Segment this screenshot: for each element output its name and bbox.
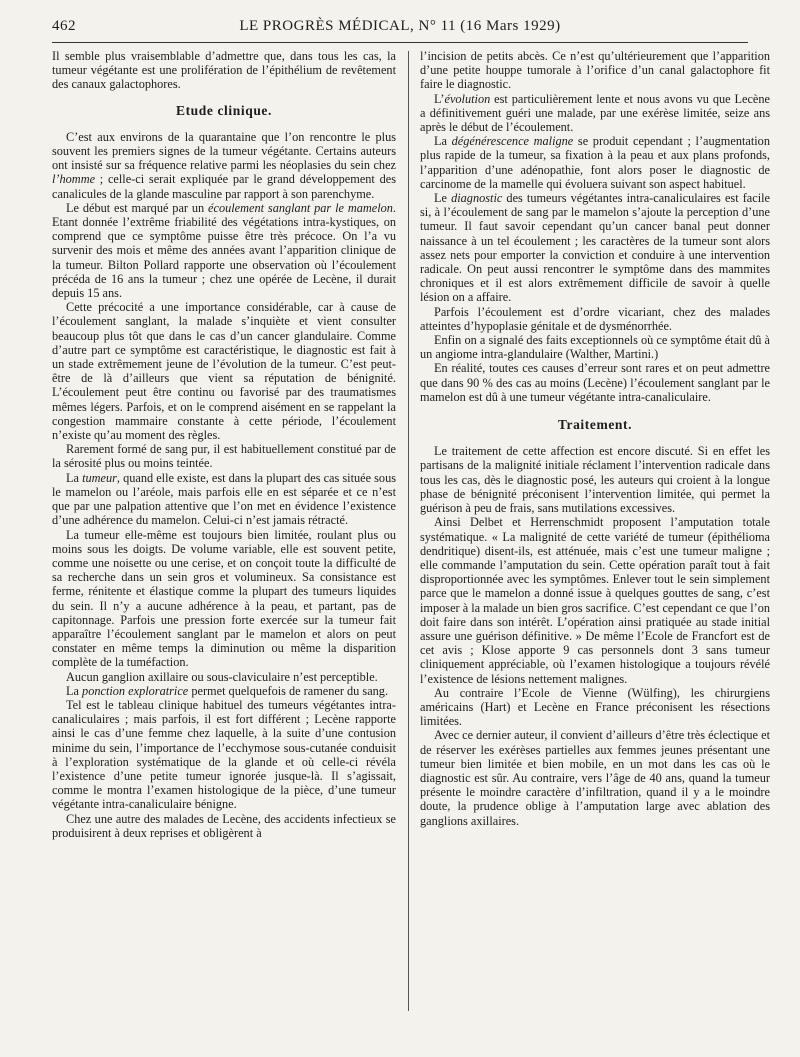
paragraph: Il semble plus vraisemblable d’admettre que, dans tous les cas, la tumeur végétante est une prolifération de l’épithélium de revêtement des canaux galactophores. (52, 49, 396, 92)
paragraph: La tumeur elle-même est toujours bien limitée, roulant plus ou moins sous les doigts. De volume variable, elle est souvent petite, comme une noisette ou une cerise, et on conçoit toute la difficulté de sa recherche dans un sein gros et volumineux. Sa consistance est ferme, rénitente et élastique comme la plupart des tumeurs liquides du sein. Il n’y a aucune adhérence à la peau, et partant, pas de capitonnage. Parfois une pression forte exercée sur la tumeur fait apparaître l’écoulement sanglant par le mamelon et alors on peut constater en même temps la diminution ou même la disparition complète de la tuméfaction. (52, 527, 396, 670)
section-heading-clinique: Etude clinique. (175, 102, 273, 118)
paragraph: Le traitement de cette affection est encore discuté. Si en effet les partisans de la malignité initiale réclament l’intervention radicale dans tous les cas, dès le diagnostic posé, les auteurs qui croient à la longue phase de bénignité préconisent l’intervention limitée, qui permet la guérison à peu de frais, sans mutilations excessives. (420, 444, 770, 516)
paragraph: C’est aux environs de la quarantaine que l’on rencontre le plus souvent les premiers signes de la tumeur végétante. Certains auteurs ont insisté sur sa fréquence relative parmi les néoplasies du sein chez l’homme ; celle-ci serait expliquée par le grand développement des canalicules de la glande masculine par rapport à son parenchyme. (52, 129, 396, 201)
header-rule (52, 42, 748, 43)
paragraph: Le diagnostic des tumeurs végétantes intra-canaliculaires est facile si, à l’écoulement de sang par le mamelon s’ajoute la perception d’une tumeur. Il faut savoir cependant qu’un cancer banal peut donner naissance à un tel écoulement ; les caractères de la tumeur sont alors assez nets pour emporter la conviction et conduire à une intervention radicale. On peut aussi rencontrer le symptôme dans des mammites chroniques et il est alors extrêmement difficile de savoir à quelle lésion on a affaire. (420, 191, 770, 305)
paragraph: La ponction exploratrice permet quelquefois de ramener du sang. (66, 683, 389, 698)
page-number: 462 (52, 18, 76, 34)
paragraph: Enfin on a signalé des faits exceptionnels où ce symptôme était dû à un angiome intra-glandulaire (Walther, Martini.) (420, 333, 770, 362)
paragraph: La dégénérescence maligne se produit cependant ; l’augmentation plus rapide de la tumeur, sa fixation à la peau et aux plans profonds, l’apparition d’une adénopathie, font alors poser le diagnostic de carcinome de la mamelle qui évoluera suivant son aspect habituel. (420, 134, 770, 191)
text-columns (52, 49, 775, 1049)
paragraph: Rarement formé de sang pur, il est habituellement constitué par de la sérosité plus ou moins teintée. (52, 442, 396, 471)
paragraph: Au contraire l’Ecole de Vienne (Wülfing), les chirurgiens américains (Hart) et Lecène en France préconisent les résections limitées. (420, 685, 770, 729)
left-column (52, 49, 396, 1044)
column-divider (408, 51, 409, 1011)
paragraph: Tel est le tableau clinique habituel des tumeurs végétantes intra-canaliculaires ; mais parfois, il est fort différent ; Lecène rapporte ainsi le cas d’une femme chez laquelle, à la suite d’une contusion minime du sein, l’importance de l’ecchymose sous-cutanée conduisit à l’exploration systématique de la glande et où celle-ci révéla l’existence d’une petite tumeur ignorée jusque-là. Il s’agissait, comme le montra l’examen histologique de la pièce, d’une tumeur végétante intra-canaliculaire bénigne. (52, 697, 396, 812)
paragraph: Parfois l’écoulement est d’ordre vicariant, chez des malades atteintes d’hypoplasie génitale et de dysménorrhée. (420, 304, 770, 333)
running-head (52, 18, 748, 38)
paragraph: En réalité, toutes ces causes d’erreur sont rares et on peut admettre que dans 90 % des cas au moins (Lecène) l’écoulement sanglant par le mamelon est dû à une tumeur végétante intra-canaliculaire. (420, 361, 770, 404)
paragraph: Avec ce dernier auteur, il convient d’ailleurs d’être très éclectique et de réserver les exérèses partielles aux femmes jeunes présentant une tumeur bien limitée et bien mobile, en un mot dans les cas où le diagnostic est sûr. Au contraire, vers l’âge de 40 ans, quand la tumeur présente le moindre caractère d’infiltration, quand il y a le moindre doute, la prudence oblige à l’amputation large avec ablation des ganglions axillaires. (420, 728, 770, 828)
paragraph: Aucun ganglion axillaire ou sous-claviculaire n’est perceptible. (66, 669, 378, 684)
paragraph: Ainsi Delbet et Herrenschmidt proposent l’amputation totale systématique. « La malignité de cette variété de tumeur (épithélioma dendritique) disent-ils, est atténuée, mais c’est une tumeur maligne ; elle commande l’amputation du sein. Cette opération paraît tout à fait disproportionnée avec les symptômes. Enlever tout le sein simplement parce que le mamelon a donné issue à quelques gouttes de sang, c’est imposer à la malade un bien gros sacrifice. C’est cependant ce que l’on doit faire dans son intérêt. L’opération ainsi pratiquée au stade initial assure une guérison définitive. » De même l’Ecole de Francfort est de cet avis ; Klose apporte 9 cas personnels dont 3 sans tumeur cliniquement appréciable, où l’examen histologique a toujours révélé l’existence de lésions nettement malignes. (420, 515, 770, 686)
paragraph: La tumeur, quand elle existe, est dans la plupart des cas située sous le mamelon ou l’aréole, mais parfois elle en est séparée et ce n’est que par une palpation attentive que l’on met en évidence l’existence d’une adhérence du mamelon. Celui-ci n’est jamais rétracté. (52, 470, 396, 528)
section-heading-traitement: Traitement. (557, 417, 633, 433)
paragraph: L’évolution est particulièrement lente et nous avons vu que Lecène a définitivement guéri une malade, par une exérèse limitée, seize ans après le début de l’écoulement. (420, 91, 770, 135)
paragraph: Cette précocité a une importance considérable, car à cause de l’écoulement sanglant, la malade s’inquiète et vient consulter beaucoup plus tôt que dans le cas d’un cancer glandulaire. Comme d’autre part ce symptôme est caractéristique, le diagnostic est fait à un stade extrêmement jeune de l’évolution de la tumeur. C’est peut-être de là d’ailleurs que vient sa réputation de bénignité. L’écoulement peut être continu ou favorisé par des traumatismes mêmes légers. Parfois, et on le comprend aisément en se rappelant la congestion mammaire constante à cette période, l’écoulement n’existe qu’au moment des règles. (52, 300, 396, 443)
paragraph: Le début est marqué par un écoulement sanglant par le mamelon. Etant donnée l’extrême friabilité des végétations intra-kystiques, on comprend que ce symptôme puisse être très précoce. On l’a vu survenir des mois et même des années avant l’apparition clinique de la tumeur. Bilton Pollard rapporte une observation où l’écoulement précéda de 16 ans la tumeur ; chez une opérée de Lecène, il durait depuis 15 ans. (52, 200, 396, 301)
right-column (420, 49, 770, 1044)
paragraph: Chez une autre des malades de Lecène, des accidents infectieux se produisirent à deux reprises et obligèrent à (52, 811, 396, 840)
journal-title: LE PROGRÈS MÉDICAL, N° 11 (16 Mars 1929) (239, 18, 561, 34)
paragraph: l’incision de petits abcès. Ce n’est qu’ultérieurement que l’apparition d’une petite houppe tumorale à l’orifice d’un canal galactophore fit faire le diagnostic. (420, 49, 770, 92)
